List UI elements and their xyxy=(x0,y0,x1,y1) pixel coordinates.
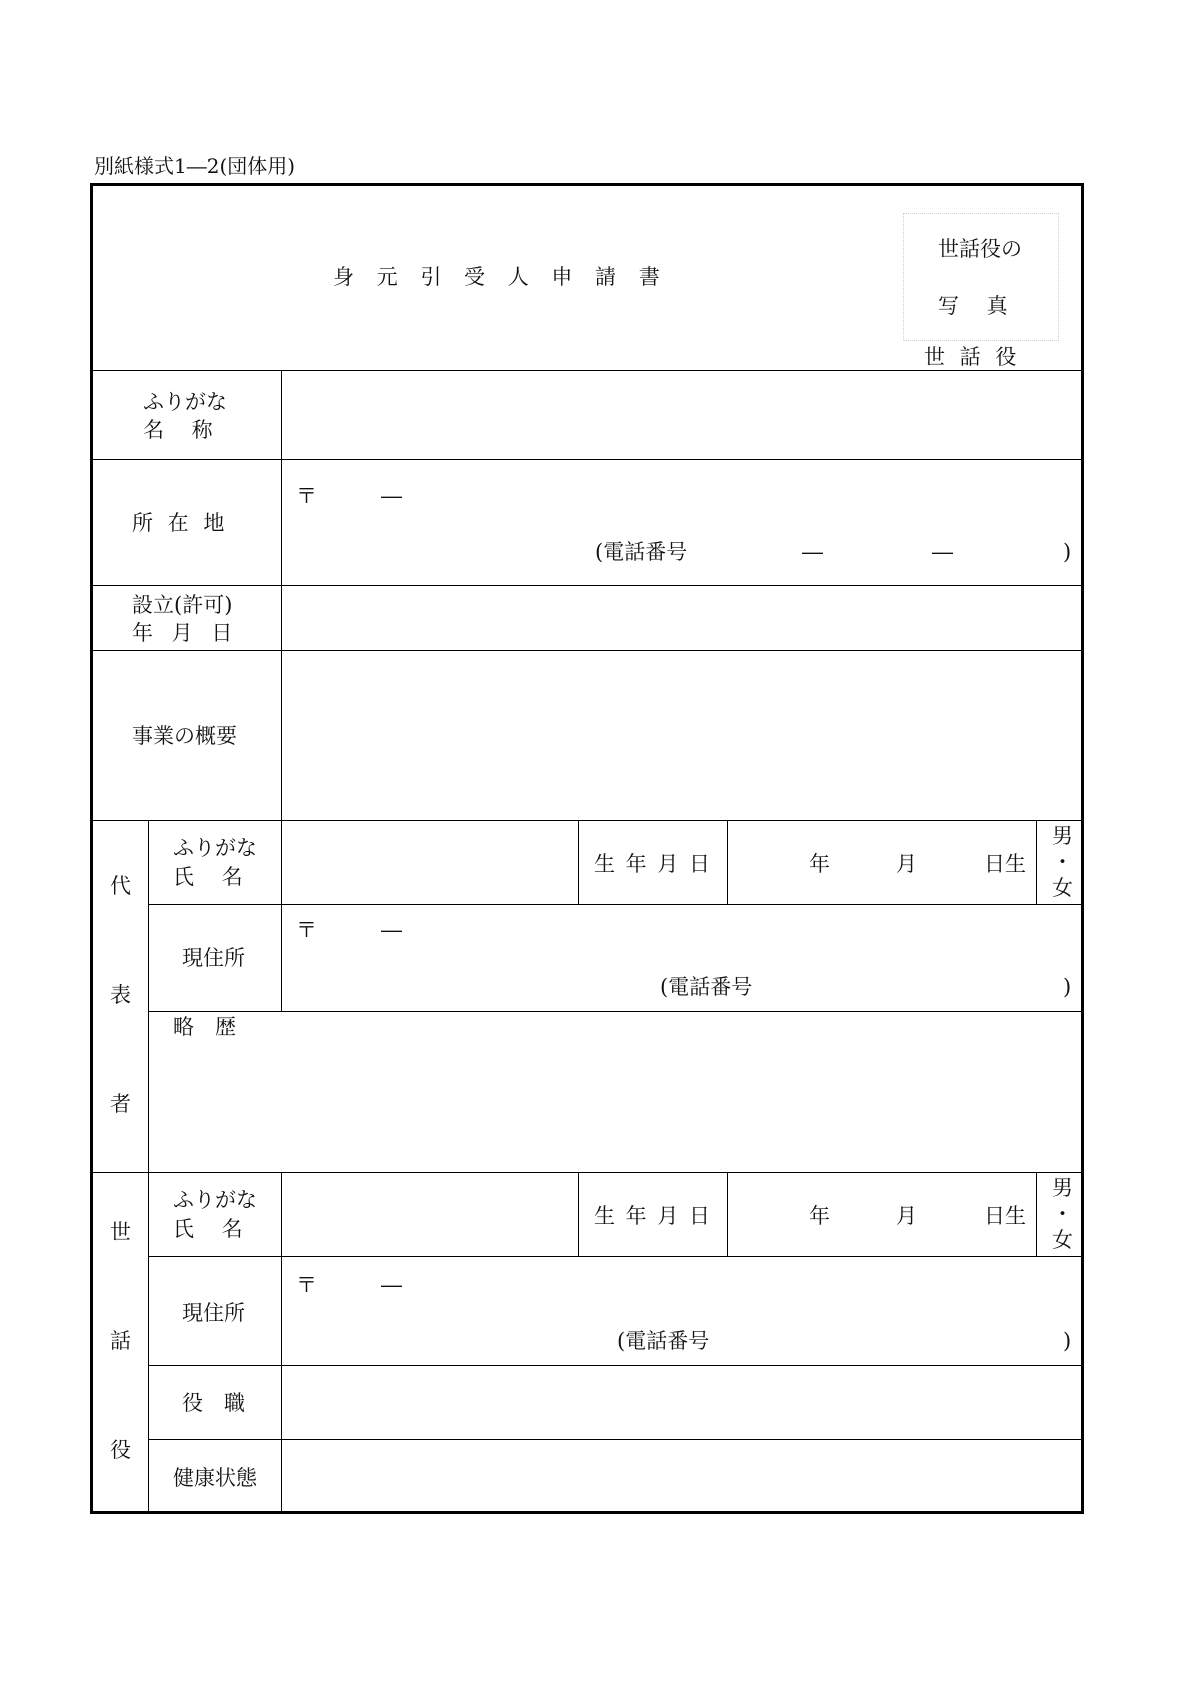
divider xyxy=(578,1172,579,1256)
care-address-label: 現住所 xyxy=(182,1301,245,1325)
divider xyxy=(1036,820,1037,904)
care-birthdate-label: 生 年 月 日 xyxy=(594,1204,711,1228)
photo-caption: 世 話 役 xyxy=(924,345,1017,369)
care-furigana-label: ふりがな xyxy=(173,1188,257,1212)
org-postal-mark: 〒 xyxy=(296,484,317,508)
care-gender-male[interactable]: 男 xyxy=(1052,1176,1073,1200)
rep-history-label: 略 歴 xyxy=(173,1015,236,1039)
rep-postal-dash: ― xyxy=(381,918,402,942)
care-phone-open: (電話番号 xyxy=(617,1329,710,1353)
org-name-field[interactable] xyxy=(283,372,1082,458)
care-postal-mark: 〒 xyxy=(296,1273,317,1297)
care-gender-dot: ・ xyxy=(1052,1202,1073,1226)
divider xyxy=(727,820,728,904)
divider xyxy=(90,1172,1084,1173)
care-health-field[interactable] xyxy=(283,1441,1082,1511)
rep-address-label: 現住所 xyxy=(182,946,245,970)
care-health-label: 健康状態 xyxy=(173,1466,257,1490)
divider xyxy=(90,585,1084,586)
care-position-label: 役 職 xyxy=(182,1391,245,1415)
care-name-label: 氏 名 xyxy=(173,1217,243,1241)
org-phone-open: (電話番号 xyxy=(595,540,688,564)
care-day-label: 日生 xyxy=(984,1204,1026,1228)
rep-gender-male[interactable]: 男 xyxy=(1052,824,1073,848)
org-phone-dash-2: ― xyxy=(932,540,953,564)
org-founded-label-2: 年 月 日 xyxy=(132,621,233,645)
photo-label-1: 世話役の xyxy=(938,237,1022,261)
care-name-field[interactable] xyxy=(283,1174,577,1255)
care-gender-female[interactable]: 女 xyxy=(1052,1228,1073,1252)
rep-day-label: 日生 xyxy=(984,852,1026,876)
rep-month-label: 月 xyxy=(896,852,917,876)
rep-section-char-3: 者 xyxy=(110,1092,131,1116)
rep-name-field[interactable] xyxy=(283,822,577,903)
org-furigana-label: ふりがな xyxy=(143,390,227,414)
rep-birthdate-field[interactable] xyxy=(729,822,1035,903)
rep-year-label: 年 xyxy=(809,852,830,876)
rep-furigana-label: ふりがな xyxy=(173,836,257,860)
photo-label-2: 写 真 xyxy=(938,294,1008,318)
divider xyxy=(90,459,1084,460)
care-section-char-1: 世 xyxy=(110,1220,131,1244)
org-address-field[interactable] xyxy=(283,461,1082,584)
org-founded-label-1: 設立(許可) xyxy=(132,593,233,617)
form-code: 別紙様式1―2(団体用) xyxy=(94,154,296,178)
care-month-label: 月 xyxy=(896,1204,917,1228)
divider xyxy=(148,904,1084,905)
divider xyxy=(148,1439,1084,1440)
divider xyxy=(281,820,282,1011)
rep-gender-dot: ・ xyxy=(1052,850,1073,874)
divider xyxy=(148,1011,1084,1012)
rep-history-field[interactable] xyxy=(150,1045,1082,1171)
form-title: 身 元 引 受 人 申 請 書 xyxy=(333,265,660,289)
org-founded-field[interactable] xyxy=(283,587,1082,649)
rep-birthdate-label: 生 年 月 日 xyxy=(594,852,711,876)
org-name-label: 名 称 xyxy=(143,418,213,442)
org-business-label: 事業の概要 xyxy=(132,724,237,748)
rep-phone-close: ) xyxy=(1063,975,1072,999)
divider xyxy=(727,1172,728,1256)
photo-placeholder[interactable] xyxy=(903,213,1059,341)
divider xyxy=(1036,1172,1037,1256)
care-year-label: 年 xyxy=(809,1204,830,1228)
care-phone-close: ) xyxy=(1063,1329,1072,1353)
rep-gender-female[interactable]: 女 xyxy=(1052,876,1073,900)
care-postal-dash: ― xyxy=(381,1273,402,1297)
rep-postal-mark: 〒 xyxy=(296,918,317,942)
org-postal-dash: ― xyxy=(381,484,402,508)
divider xyxy=(90,820,1084,821)
divider xyxy=(578,820,579,904)
rep-section-char-1: 代 xyxy=(110,874,131,898)
org-address-label: 所 在 地 xyxy=(132,511,225,535)
rep-section-char-2: 表 xyxy=(110,983,131,1007)
care-address-field[interactable] xyxy=(283,1258,1082,1364)
care-section-char-3: 役 xyxy=(110,1438,131,1462)
divider xyxy=(148,1256,1084,1257)
rep-name-label: 氏 名 xyxy=(173,865,243,889)
org-business-field[interactable] xyxy=(283,652,1082,819)
org-phone-close: ) xyxy=(1063,540,1072,564)
divider xyxy=(90,650,1084,651)
divider xyxy=(281,370,282,820)
rep-phone-open: (電話番号 xyxy=(660,975,753,999)
care-section-char-2: 話 xyxy=(110,1329,131,1353)
divider xyxy=(148,820,149,1514)
divider xyxy=(148,1365,1084,1366)
care-birthdate-field[interactable] xyxy=(729,1174,1035,1255)
care-position-field[interactable] xyxy=(283,1367,1082,1438)
divider xyxy=(90,370,1084,371)
org-phone-dash-1: ― xyxy=(802,540,823,564)
rep-address-field[interactable] xyxy=(283,906,1082,1010)
divider xyxy=(281,1172,282,1514)
